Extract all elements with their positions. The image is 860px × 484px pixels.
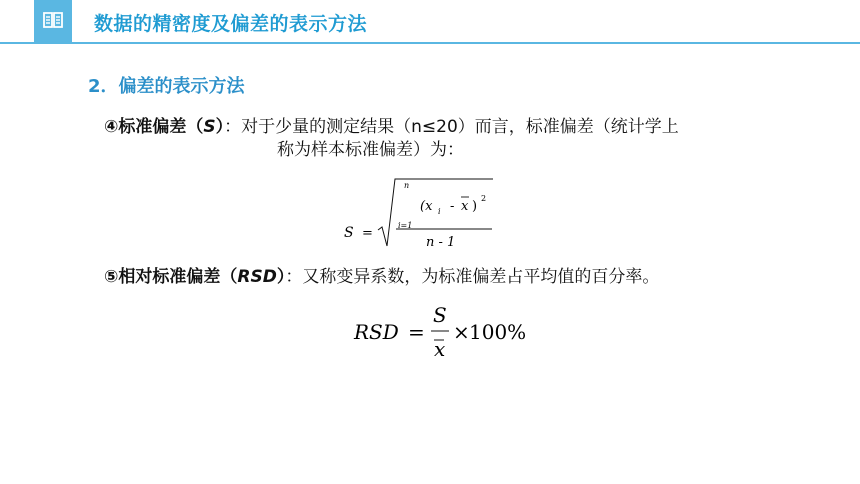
formula-s-lhs: S bbox=[344, 225, 354, 241]
rsd-formula bbox=[352, 300, 542, 362]
formula-rsd-percent: 100% bbox=[469, 320, 527, 344]
formula-s-numerator: (x bbox=[420, 199, 433, 214]
item5-definition bbox=[104, 264, 659, 290]
item5-label: 相对标准偏差（ bbox=[118, 267, 238, 287]
item4-symbol: S bbox=[203, 117, 216, 137]
item5-symbol: RSD bbox=[237, 267, 277, 287]
item5-label-close: ） bbox=[276, 267, 286, 287]
formula-s-eq: = bbox=[362, 226, 373, 241]
item4-label: 标准偏差（ bbox=[118, 117, 204, 137]
page-title: 数据的精密度及偏差的表示方法 bbox=[94, 13, 368, 35]
item5-marker: ⑤ bbox=[104, 267, 119, 287]
item5-text: ：又称变异系数，为标准偏差占平均值的百分率。 bbox=[285, 267, 660, 287]
formula-rsd-times: × bbox=[453, 320, 470, 344]
formula-s-sub-i: i bbox=[438, 207, 441, 216]
formula-s-denominator: n - 1 bbox=[426, 235, 456, 250]
section-title: 2．偏差的表示方法 bbox=[88, 76, 245, 97]
header-bar bbox=[0, 0, 860, 43]
formula-s-sum-bottom: i=1 bbox=[398, 221, 413, 230]
standard-deviation-formula bbox=[340, 176, 500, 251]
header-divider bbox=[0, 42, 860, 44]
formula-s-xbar: x bbox=[461, 199, 469, 214]
formula-s-sum-top: n bbox=[404, 181, 410, 190]
item4-text-line1: ：对于少量的测定结果（n≤20）而言，标准偏差（统计学上 bbox=[224, 117, 679, 137]
formula-rsd-eq: = bbox=[408, 320, 425, 344]
header-icon-box bbox=[34, 0, 72, 43]
formula-rsd-lhs: RSD bbox=[354, 320, 399, 344]
open-book-icon bbox=[43, 11, 63, 29]
item4-marker: ④ bbox=[104, 117, 119, 137]
formula-s-close: ) bbox=[472, 199, 478, 214]
formula-s-minus: - bbox=[450, 199, 455, 214]
formula-rsd-denominator: x bbox=[434, 337, 446, 361]
formula-s-power: 2 bbox=[481, 194, 487, 203]
item4-label-close: ） bbox=[215, 117, 225, 137]
item4-text-line2: 称为样本标准偏差）为： bbox=[277, 140, 464, 160]
formula-rsd-numerator: S bbox=[433, 303, 447, 327]
